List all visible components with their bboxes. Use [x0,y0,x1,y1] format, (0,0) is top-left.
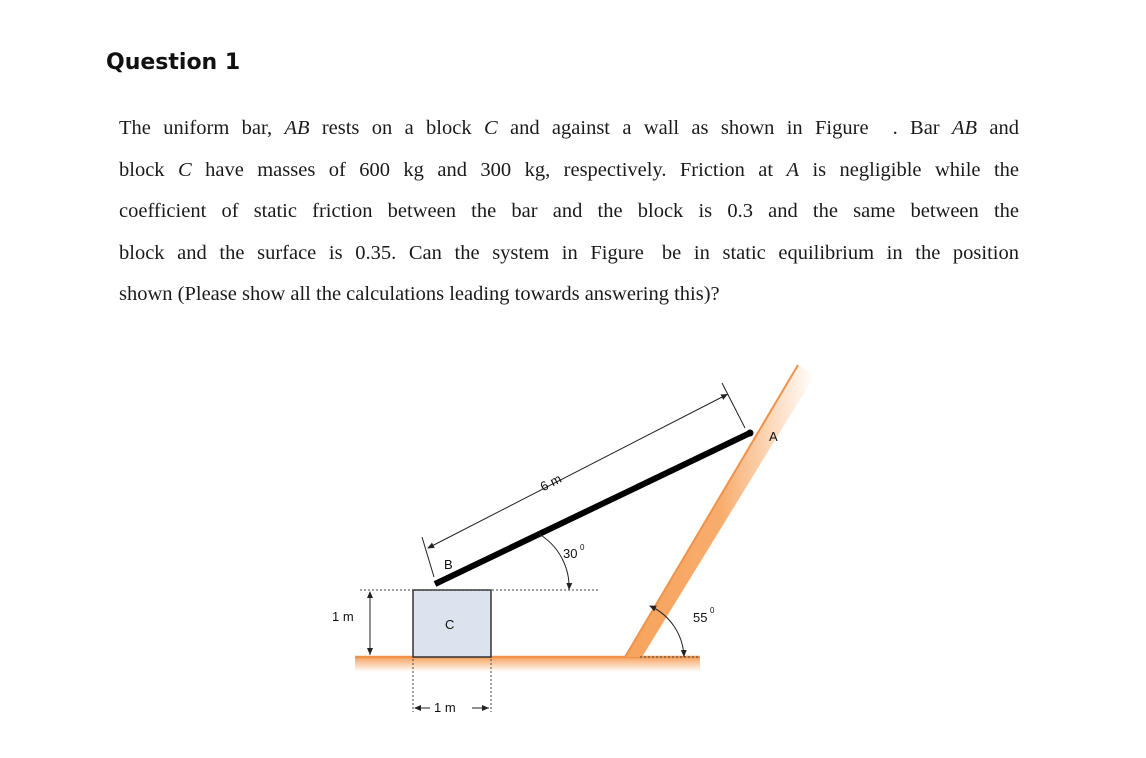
label-b: B [444,557,453,572]
width-dim-label: 1 m [434,700,456,715]
dim-6m-ext-a [722,383,745,428]
question-title: Question 1 [106,50,241,75]
angle-55-degree: 0 [710,606,715,615]
label-a: A [769,429,778,444]
label-c: C [445,617,455,632]
question-line-2: block C have masses of 600 kg and 300 kg, respectively. Friction at A is negligible while the [119,158,1019,181]
ground-surface [355,657,700,672]
dim-6m-line [428,394,728,548]
angle-30-arc [539,534,569,590]
inclined-wall [625,365,815,657]
angle-55-label: 55 [693,610,708,625]
question-line-1: The uniform bar, AB rests on a block C and against a wall as shown in Figure . Bar AB and [119,117,1019,139]
question-line-3: coefficient of static friction between the bar and the block is 0.3 and the same between the [119,200,1019,222]
end-a-pin [747,430,754,437]
angle-30-degree: 0 [580,543,585,552]
angle-30-label: 30 [563,546,578,561]
dim-6m-ext-b [422,537,434,577]
dim-6m-label: 6 m [537,470,564,495]
question-line-5: shown (Please show all the calculations leading towards answering this)? [119,283,720,305]
height-dim-label: 1 m [332,609,354,624]
bar-ab [435,433,750,584]
question-line-4: block and the surface is 0.35. Can the system in Figure be in static equilibrium in the position [119,241,1019,264]
